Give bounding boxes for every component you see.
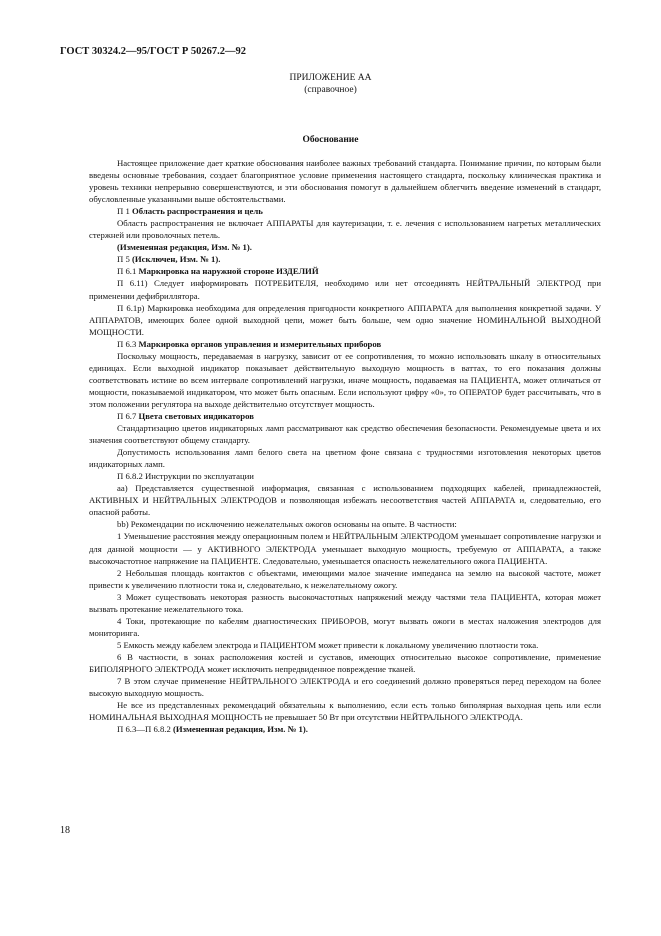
document-body (89, 157, 601, 735)
paragraph: bb) Рекомендации по исключению нежелательных ожогов основаны на опыте. В частности: (117, 519, 457, 530)
clause-heading (89, 265, 601, 277)
paragraph: 4 Токи, протекающие по кабелям диагностических ПРИБОРОВ, могут вызвать ожоги в местах наложения электродов для мониторинга. (89, 615, 601, 638)
page-number: 18 (60, 825, 70, 836)
clause-number: П 5 (117, 254, 130, 265)
clause-title: Маркировка на наружной стороне ИЗДЕЛИЙ (138, 266, 319, 277)
clause-title: Область распространения и цель (131, 206, 263, 217)
paragraph: 7 В этом случае применение НЕЙТРАЛЬНОГО ЭЛЕКТРОДА и его соединений должно проверяться перед переходом на более высокую выходную мощность. (89, 676, 601, 699)
paragraph: Настоящее приложение дает краткие обоснования наиболее важных требований стандарта. Понимание причин, по которым были введены основные требования, создает благоприятное условие применения настоящего стандарта, поскольку клиническая практика и уровень техники непрерывно совершенствуются, и эти обоснования помогут в дальнейшем облегчить введение изменений в стандарт, обусловленные указанными выше обстоятельствами. (89, 158, 601, 205)
clause-number: П 6.3 (117, 338, 137, 349)
annex-title: ПРИЛОЖЕНИЕ АА (289, 73, 372, 83)
paragraph: 1 Уменьшение расстояния между операционным полем и НЕЙТРАЛЬНЫМ ЭЛЕКТРОДОМ уменьшает сопротивление нагрузки и для данной мощности — у АКТИВНОГО ЭЛЕКТРОДА уменьшает выходную мощность, требуемую от АППАРАТА, а также высокочастотное напряжение на ПАЦИЕНТЕ. Следовательно, уменьшается опасность нежелательного ожога ПАЦИЕНТА. (89, 531, 601, 566)
clause-heading (89, 253, 601, 265)
clause-number: П 6.7 (117, 410, 137, 421)
standard-header: ГОСТ 30324.2—95/ГОСТ Р 50267.2—92 (60, 46, 247, 57)
paragraph: 2 Небольшая площадь контактов с объектами, имеющими малое значение импеданса на землю на высокой частоте, может привести к увеличению плотности тока и, следовательно, к нежелательному ожогу. (89, 567, 601, 590)
annex-heading (0, 72, 661, 96)
clause-heading (89, 723, 601, 735)
paragraph: Область распространения не включает АППАРАТЫ для каутеризации, т. е. лечения с использованием нагретых металлических стержней или проволочных петель. (89, 218, 601, 241)
clause-number: П 1 (117, 206, 130, 217)
clause-number: П 6.1 (117, 266, 137, 277)
section-title: Обоснование (302, 135, 359, 145)
paragraph: П 6.8.2 Инструкции по эксплуатации (117, 471, 254, 482)
paragraph: П 6.1р) Маркировка необходима для определения пригодности конкретного АППАРАТА для выполнения конкретной задачи. У АППАРАТОВ, имеющих более одной выходной цепи, может быть больше, чем одно значение НОМИНАЛЬНОЙ ВЫХОДНОЙ МОЩНОСТИ. (89, 302, 601, 337)
paragraph: 6 В частности, в зонах расположения костей и суставов, имеющих относительно высокое сопротивление, применение БИПОЛЯРНОГО ЭЛЕКТРОДА может исключить непредвиденное повреждение тканей. (89, 651, 601, 674)
paragraph: 3 Может существовать некоторая разность высокочастотных напряжений между частями тела ПАЦИЕНТА, которая может вызвать протекание нежелательного тока. (89, 591, 601, 614)
clause-heading (89, 205, 601, 217)
paragraph: Стандартизацию цветов индикаторных ламп рассматривают как средство обеспечения безопасности. Рекомендуемые цвета и их значения соответствуют общему стандарту. (89, 423, 601, 446)
paragraph: аа) Представляется существенной информация, связанная с использованием подходящих кабелей, принадлежностей, АКТИВНЫХ И НЕЙТРАЛЬНЫХ ЭЛЕКТРОДОВ и позволяющая избежать несоответствия частей АППАРАТА и, следовательно, его опасной работы. (89, 483, 601, 518)
amendment-note: (Измененная редакция, Изм. № 1). (117, 242, 252, 253)
paragraph: Допустимость использования ламп белого света на цветном фоне связана с трудностями изготовления некоторых цветов индикаторных ламп. (89, 447, 601, 470)
clause-title: (Исключен, Изм. № 1). (131, 254, 221, 265)
clause-heading (89, 338, 601, 350)
clause-title: (Измененная редакция, Изм. № 1). (173, 724, 308, 735)
paragraph: 5 Емкость между кабелем электрода и ПАЦИЕНТОМ может привести к локальному увеличению плотности тока. (117, 639, 539, 650)
clause-number: П 6.3—П 6.8.2 (117, 724, 171, 735)
clause-title: Цвета световых индикаторов (138, 410, 254, 421)
clause-heading (89, 410, 601, 422)
paragraph: Поскольку мощность, передаваемая в нагрузку, зависит от ее сопротивления, то можно использовать шкалу в относительных единицах. Если выходной индикатор показывает действительную выходную мощность в ваттах, то его показания должны соответствовать истине во всем интервале сопротивлений нагрузки, иначе мощность, подаваемая на ПАЦИЕНТА, может отличаться от мощности, показываемой индикатором, что может быть опасным. Если используют цифру «0», то ОПЕРАТОР будет рассчитывать, что в этом положении регулятора на выходе действительно отсутствует мощность. (89, 350, 601, 409)
paragraph: Не все из представленных рекомендаций обязательны к выполнению, если есть только биполярная выходная цепь или если НОМИНАЛЬНАЯ ВЫХОДНАЯ МОЩНОСТЬ не превышает 50 Вт при отсутствии НЕЙТРАЛЬНОГО ЭЛЕКТРОДА. (89, 700, 601, 723)
clause-title: Маркировка органов управления и измерительных приборов (138, 338, 382, 349)
annex-subtitle: (справочное) (304, 85, 357, 95)
paragraph: П 6.11) Следует информировать ПОТРЕБИТЕЛЯ, необходимо или нет отсоединять НЕЙТРАЛЬНЫЙ ЭЛЕКТРОД при применении дефибриллятора. (89, 278, 601, 301)
